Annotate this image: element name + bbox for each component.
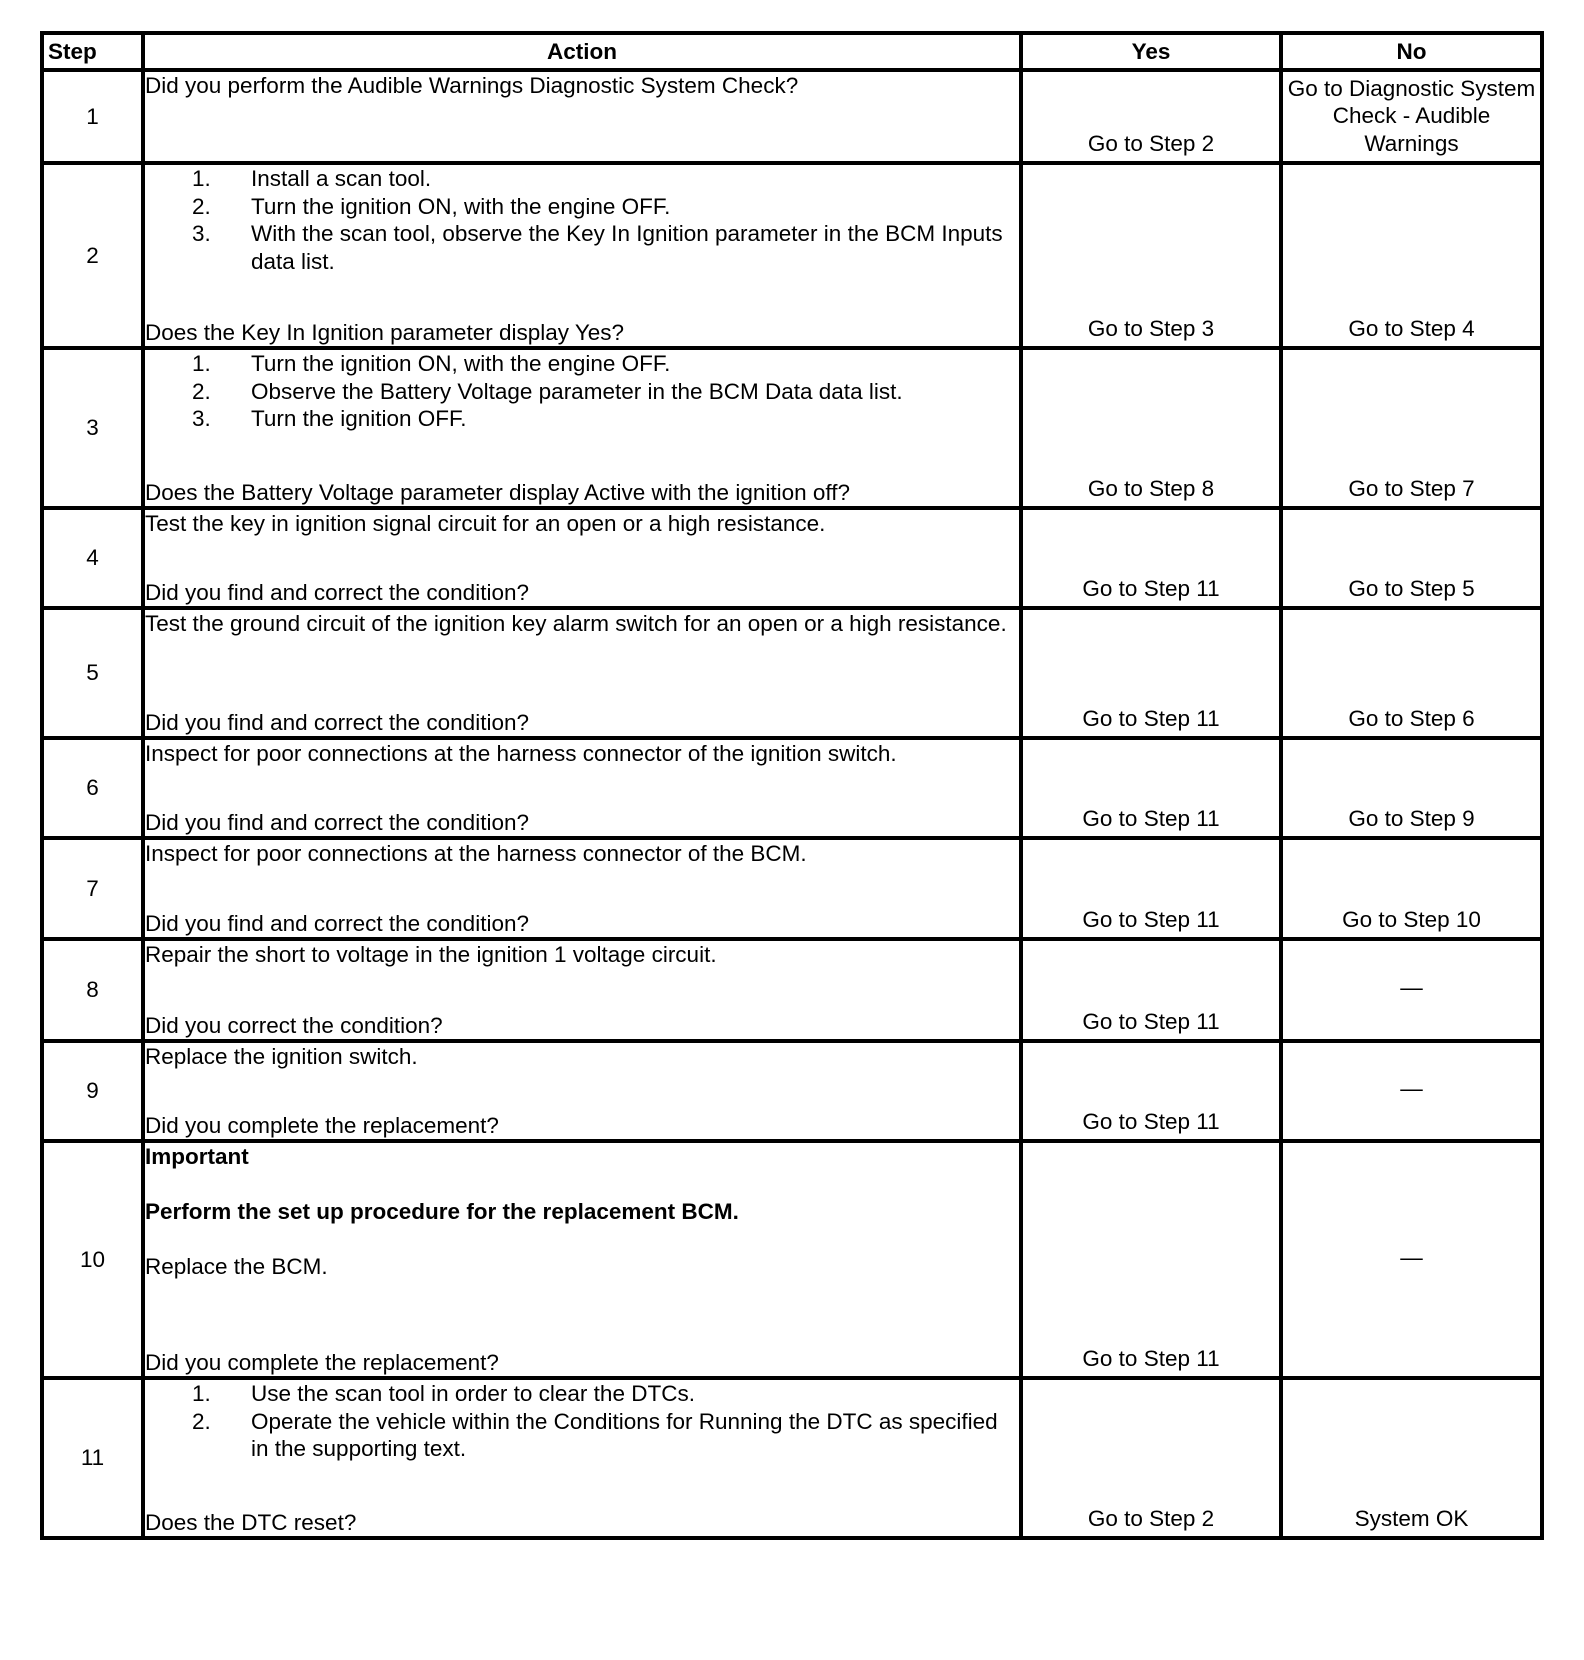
list-item: 2. Operate the vehicle within the Conditions for Running the DTC as specified in the supporting text. <box>145 1408 1019 1463</box>
action-paragraph: Test the key in ignition signal circuit for an open or a high resistance. <box>145 511 826 536</box>
action-question: Did you find and correct the condition? <box>145 809 529 835</box>
table-row <box>42 348 1542 508</box>
list-item: 1. Install a scan tool. <box>145 165 1019 193</box>
action-cell <box>143 608 1021 738</box>
table-row <box>42 608 1542 738</box>
action-question: Did you correct the condition? <box>145 1012 443 1038</box>
list-item-text: Observe the Battery Voltage parameter in the BCM Data data list. <box>251 378 903 404</box>
table-row <box>42 70 1542 163</box>
yes-result: Go to Step 3 <box>1021 163 1281 348</box>
step-number: 5 <box>42 608 143 738</box>
list-item-text: Use the scan tool in order to clear the DTCs. <box>251 1381 695 1406</box>
table-row <box>42 939 1542 1041</box>
table-row <box>42 508 1542 608</box>
yes-result: Go to Step 11 <box>1021 1041 1281 1141</box>
list-item-text: With the scan tool, observe the Key In Ignition parameter in the BCM Inputs data list. <box>251 221 1003 274</box>
list-item-text: Turn the ignition OFF. <box>251 406 467 431</box>
yes-result: Go to Step 11 <box>1021 1141 1281 1378</box>
step-number: 8 <box>42 939 143 1041</box>
action-question: Did you find and correct the condition? <box>145 910 529 936</box>
step-number: 10 <box>42 1141 143 1378</box>
no-result: — <box>1281 1041 1542 1141</box>
yes-result: Go to Step 2 <box>1021 1378 1281 1538</box>
action-cell <box>143 508 1021 608</box>
action-paragraph: Inspect for poor connections at the harness connector of the ignition switch. <box>145 741 897 766</box>
action-question: Does the Battery Voltage parameter display Active with the ignition off? <box>145 479 850 505</box>
diagnostic-table <box>40 31 1544 1540</box>
action-question: Did you complete the replacement? <box>145 1349 499 1375</box>
action-cell <box>143 1041 1021 1141</box>
table-row <box>42 1378 1542 1538</box>
no-result: Go to Step 7 <box>1281 348 1542 508</box>
action-paragraph: Replace the BCM. <box>145 1254 328 1279</box>
action-paragraph <box>145 1226 1019 1254</box>
step-number: 1 <box>42 70 143 163</box>
step-number: 11 <box>42 1378 143 1538</box>
no-result: Go to Step 10 <box>1281 838 1542 939</box>
step-number: 3 <box>42 348 143 508</box>
table-row <box>42 738 1542 838</box>
no-result: System OK <box>1281 1378 1542 1538</box>
table-row <box>42 163 1542 348</box>
action-paragraph: Inspect for poor connections at the harness connector of the BCM. <box>145 841 807 866</box>
yes-result: Go to Step 11 <box>1021 508 1281 608</box>
no-result: — <box>1281 939 1542 1041</box>
action-cell <box>143 70 1021 163</box>
list-item-text: Install a scan tool. <box>251 166 432 191</box>
header-no: No <box>1281 33 1542 70</box>
step-number: 4 <box>42 508 143 608</box>
action-paragraph: Important <box>145 1144 249 1169</box>
action-paragraph: Did you perform the Audible Warnings Diagnostic System Check? <box>145 73 799 98</box>
yes-result: Go to Step 2 <box>1021 70 1281 163</box>
no-result: Go to Step 5 <box>1281 508 1542 608</box>
action-paragraph: Replace the ignition switch. <box>145 1044 418 1069</box>
list-item: 2. Observe the Battery Voltage parameter in the BCM Data data list. <box>145 378 1019 406</box>
list-item: 3. Turn the ignition OFF. <box>145 405 1019 433</box>
header-yes: Yes <box>1021 33 1281 70</box>
action-cell <box>143 939 1021 1041</box>
no-result: Go to Diagnostic System Check - Audible Warnings <box>1281 70 1542 163</box>
yes-result: Go to Step 11 <box>1021 608 1281 738</box>
list-item-text: Turn the ignition ON, with the engine OFF. <box>251 193 671 219</box>
action-paragraph: Test the ground circuit of the ignition key alarm switch for an open or a high resistance. <box>145 611 1007 636</box>
action-paragraph: Repair the short to voltage in the ignition 1 voltage circuit. <box>145 942 717 967</box>
header-row <box>42 33 1542 70</box>
action-cell <box>143 838 1021 939</box>
step-number: 6 <box>42 738 143 838</box>
no-result: — <box>1281 1141 1542 1378</box>
table-row <box>42 1141 1542 1378</box>
action-cell <box>143 738 1021 838</box>
list-item: 3. With the scan tool, observe the Key In Ignition parameter in the BCM Inputs data list. <box>145 220 1019 275</box>
action-cell <box>143 163 1021 348</box>
step-number: 2 <box>42 163 143 348</box>
action-cell <box>143 348 1021 508</box>
list-item: 1. Use the scan tool in order to clear the DTCs. <box>145 1380 1019 1408</box>
no-result: Go to Step 9 <box>1281 738 1542 838</box>
step-number: 9 <box>42 1041 143 1141</box>
list-item-text: Turn the ignition ON, with the engine OFF. <box>251 351 671 376</box>
action-paragraph: Perform the set up procedure for the replacement BCM. <box>145 1199 739 1224</box>
yes-result: Go to Step 8 <box>1021 348 1281 508</box>
step-number: 7 <box>42 838 143 939</box>
table-row <box>42 1041 1542 1141</box>
yes-result: Go to Step 11 <box>1021 838 1281 939</box>
action-paragraph <box>145 1171 1019 1199</box>
no-result: Go to Step 4 <box>1281 163 1542 348</box>
yes-result: Go to Step 11 <box>1021 939 1281 1041</box>
action-question: Does the Key In Ignition parameter display Yes? <box>145 319 625 345</box>
list-item: 1. Turn the ignition ON, with the engine OFF. <box>145 350 1019 378</box>
no-result: Go to Step 6 <box>1281 608 1542 738</box>
header-action: Action <box>143 33 1021 70</box>
yes-result: Go to Step 11 <box>1021 738 1281 838</box>
action-question: Did you find and correct the condition? <box>145 579 529 605</box>
table-row <box>42 838 1542 939</box>
list-item-text: Operate the vehicle within the Conditions for Running the DTC as specified in the supporting text. <box>251 1408 998 1461</box>
header-step: Step <box>42 33 143 70</box>
action-cell <box>143 1378 1021 1538</box>
list-item: 2. Turn the ignition ON, with the engine OFF. <box>145 193 1019 221</box>
action-cell <box>143 1141 1021 1378</box>
action-question: Does the DTC reset? <box>145 1509 357 1535</box>
action-question: Did you complete the replacement? <box>145 1112 499 1138</box>
action-question: Did you find and correct the condition? <box>145 709 529 735</box>
